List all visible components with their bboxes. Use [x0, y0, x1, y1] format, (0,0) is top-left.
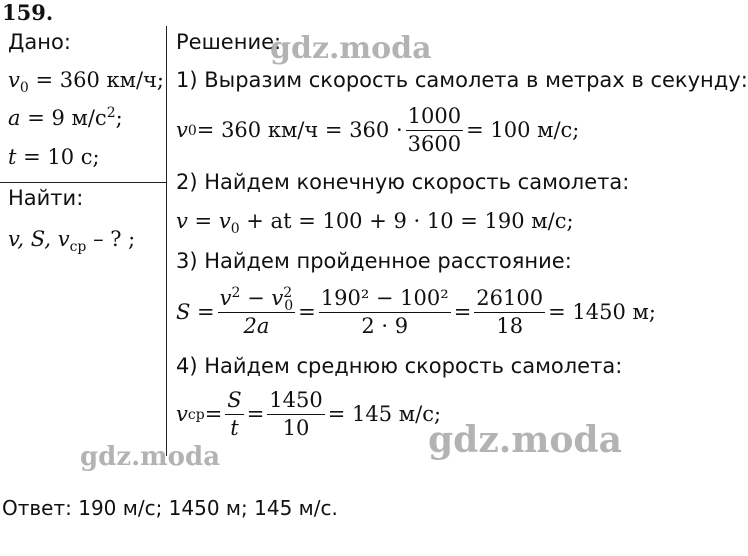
equation-3: S = $\frac{v^2 - v^2_0}{2a}$ = $\frac{\text{190² − 100²}}{2 \cdot 9}$ = $\frac{26100}{18}$ = 1450 м; — [176, 285, 656, 338]
equation-4: v ср = $\frac{S}{t}$ = $\frac{1450}{10}$ = 145 м/с; — [176, 388, 442, 440]
given-v0: $v_0 = 360$ км/ч; — [8, 68, 164, 97]
given-a: a = 9 $м/с^2$; — [8, 105, 123, 130]
find-vars: v, S, $v_{ср}$ – ? ; — [8, 227, 136, 256]
equation-2: $v = v_0$ + at = 100 + 9 · 10 = 190 м/с; — [176, 209, 574, 238]
step-3-text: 3) Найдем пройденное расстояние: — [176, 249, 572, 273]
vertical-divider — [166, 26, 167, 456]
step-1-text: 1) Выразим скорость самолета в метрах в секунду: — [176, 68, 748, 92]
find-title: Найти: — [8, 186, 84, 210]
given-title: Дано: — [8, 30, 71, 54]
watermark-left: gdz.moda — [80, 442, 221, 472]
horizontal-divider — [0, 182, 166, 183]
step-2-text: 2) Найдем конечную скорость самолета: — [176, 170, 630, 194]
watermark-top: gdz.moda — [270, 31, 432, 66]
solution-title: Решение: — [176, 30, 282, 54]
problem-number: 159. — [2, 0, 54, 25]
answer: Ответ: 190 м/с; 1450 м; 145 м/с. — [2, 496, 338, 520]
given-t: t = 10 с; — [8, 145, 100, 169]
equation-1: v 0 = 360 км/ч = 360 · $\frac{1000}{3600}$ = 100 м/с; — [176, 104, 580, 156]
watermark-right: gdz.moda — [428, 419, 622, 461]
step-4-text: 4) Найдем среднюю скорость самолета: — [176, 354, 623, 378]
